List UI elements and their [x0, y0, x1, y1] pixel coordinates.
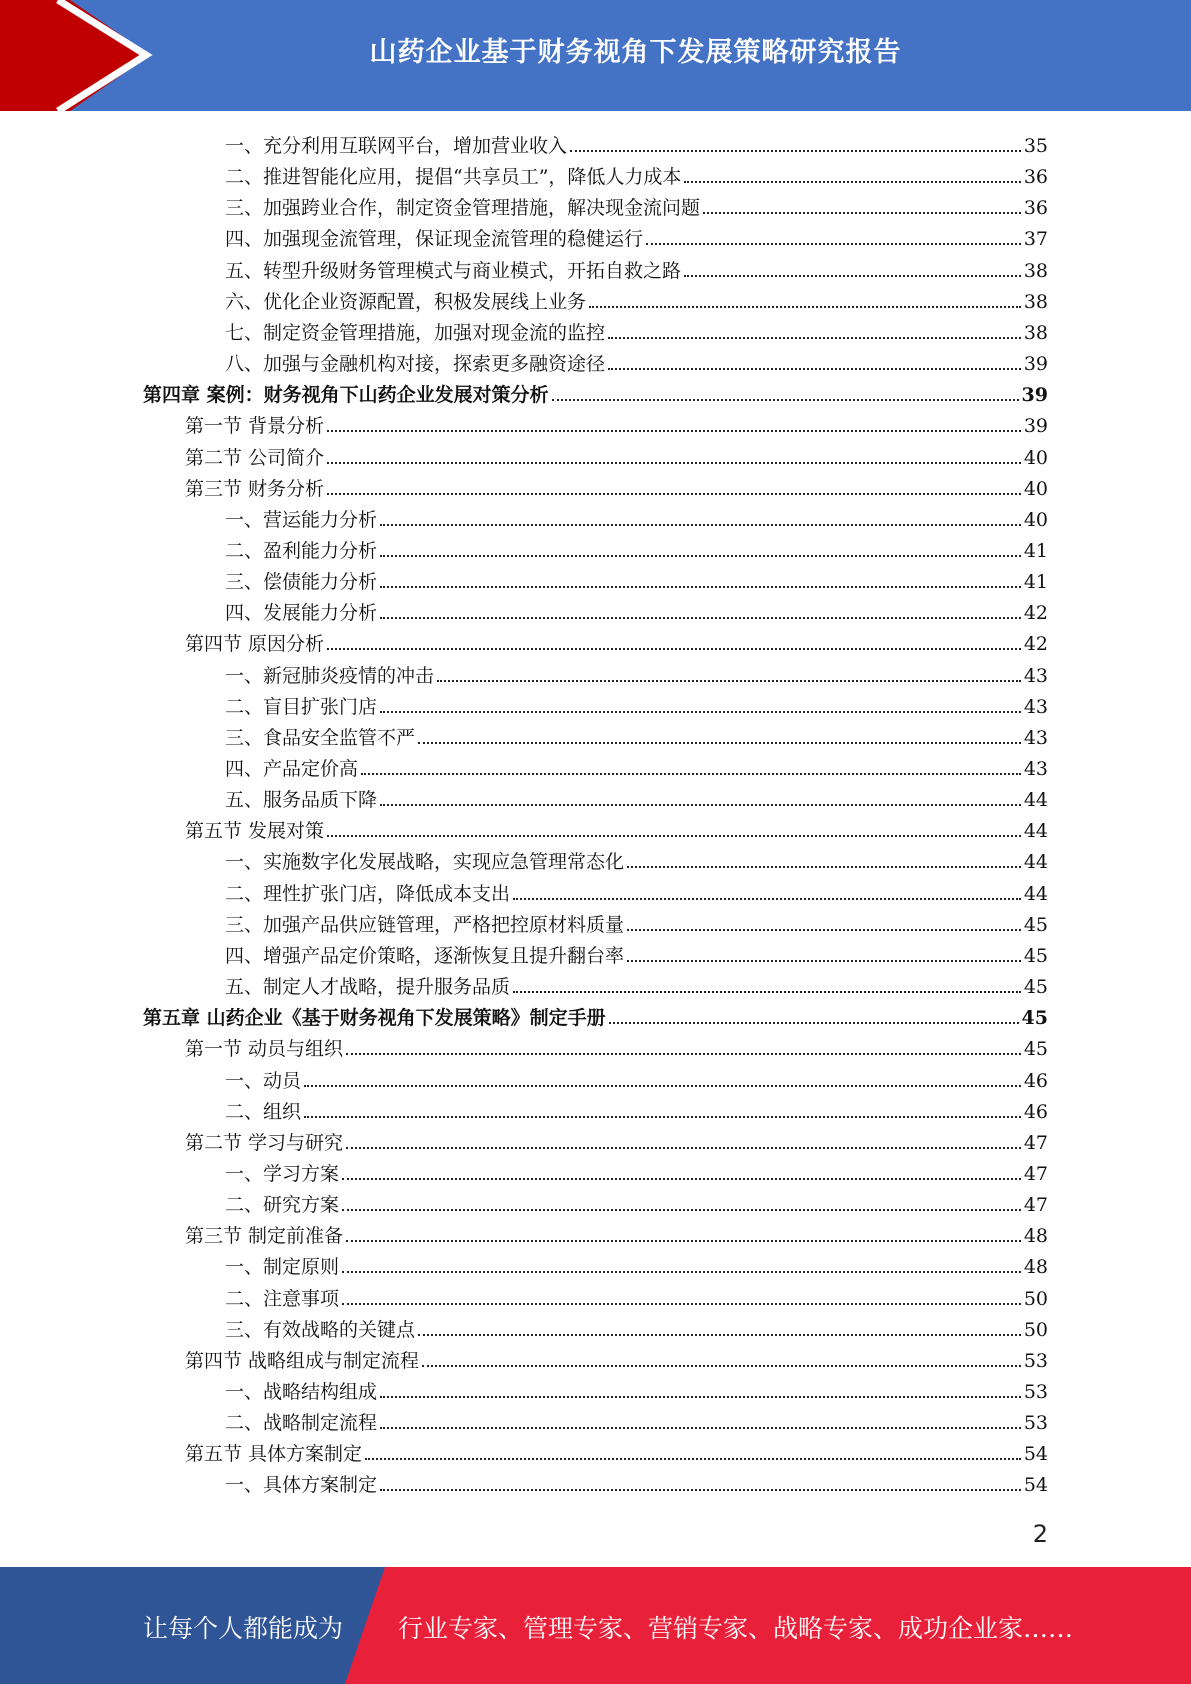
toc-dot-leader [346, 1240, 1021, 1242]
toc-entry[interactable] [225, 719, 1048, 750]
toc-dot-leader [342, 1303, 1021, 1305]
toc-dot-leader [627, 929, 1021, 931]
toc-entry-title: 三、有效战略的关键点 [225, 1318, 416, 1341]
toc-entry-page: 50 [1023, 1318, 1048, 1341]
toc-entry[interactable] [225, 1404, 1048, 1435]
toc-entry-title: 五、转型升级财务管理模式与商业模式，开拓自救之路 [225, 259, 682, 282]
toc-dot-leader [327, 430, 1021, 432]
toc-entry-page: 43 [1023, 726, 1048, 749]
toc-dot-leader [684, 275, 1021, 277]
toc-entry-title: 八、加强与金融机构对接，探索更多融资途径 [225, 353, 606, 376]
page-footer [0, 1567, 1191, 1684]
toc-entry-title: 三、加强跨业合作，制定资金管理措施，解决现金流问题 [225, 197, 701, 220]
toc-entry-page: 53 [1023, 1381, 1048, 1403]
toc-dot-leader [627, 960, 1021, 962]
toc-dot-leader [418, 742, 1021, 744]
toc-dot-leader [346, 1147, 1021, 1149]
toc-entry[interactable] [225, 657, 1048, 688]
toc-entry-page: 40 [1023, 446, 1048, 469]
toc-dot-leader [703, 212, 1021, 214]
toc-entry-title: 第四节 战略组成与制定流程 [185, 1349, 420, 1372]
toc-dot-leader [437, 680, 1021, 682]
toc-entry-page: 39 [1021, 384, 1048, 407]
toc-entry[interactable] [225, 1280, 1048, 1311]
toc-entry[interactable] [185, 812, 1048, 843]
toc-dot-leader [627, 866, 1021, 868]
toc-dot-leader [304, 1085, 1021, 1087]
toc-entry-page: 44 [1023, 820, 1048, 843]
toc-dot-leader [380, 1396, 1021, 1398]
toc-entry-title: 第二节 学习与研究 [185, 1131, 344, 1154]
toc-entry-page: 37 [1023, 228, 1048, 251]
toc-entry-title: 一、具体方案制定 [225, 1474, 378, 1497]
toc-entry[interactable] [143, 376, 1048, 407]
toc-entry-title: 一、动员 [225, 1069, 302, 1092]
toc-entry[interactable] [185, 1342, 1048, 1373]
toc-entry[interactable] [185, 470, 1048, 501]
toc-entry[interactable] [225, 314, 1048, 345]
toc-entry-page: 38 [1023, 259, 1048, 282]
toc-entry-title: 第四章 案例：财务视角下山药企业发展对策分析 [143, 384, 549, 407]
toc-dot-leader [327, 493, 1021, 495]
toc-entry[interactable] [225, 127, 1048, 158]
toc-entry-title: 二、盈利能力分析 [225, 539, 378, 562]
toc-entry[interactable] [225, 1248, 1048, 1279]
toc-entry[interactable] [185, 1217, 1048, 1248]
toc-entry-page: 36 [1023, 166, 1048, 189]
toc-entry-title: 三、食品安全监管不严 [225, 726, 416, 749]
toc-entry[interactable] [225, 1311, 1048, 1342]
toc-entry-title: 四、产品定价高 [225, 758, 359, 780]
toc-entry-title: 五、制定人才战略，提升服务品质 [225, 976, 511, 999]
page-number: 2 [1032, 1520, 1048, 1548]
toc-entry[interactable] [225, 252, 1048, 283]
toc-entry-page: 44 [1023, 851, 1048, 874]
toc-entry[interactable] [225, 189, 1048, 220]
toc-dot-leader [570, 150, 1021, 152]
toc-entry-title: 二、组织 [225, 1100, 302, 1123]
toc-entry[interactable] [225, 1093, 1048, 1124]
toc-entry[interactable] [143, 999, 1048, 1030]
toc-entry-page: 38 [1023, 321, 1048, 344]
toc-entry-title: 三、偿债能力分析 [225, 571, 378, 594]
toc-entry-title: 二、研究方案 [225, 1194, 340, 1217]
toc-dot-leader [608, 368, 1021, 370]
toc-entry[interactable] [225, 781, 1048, 812]
toc-entry[interactable] [225, 1062, 1048, 1093]
toc-dot-leader [380, 804, 1021, 806]
toc-entry-page: 43 [1023, 664, 1048, 687]
toc-entry-title: 二、推进智能化应用，提倡“共享员工”，降低人力成本 [225, 166, 682, 189]
toc-entry[interactable] [225, 750, 1048, 781]
toc-entry-page: 53 [1023, 1412, 1048, 1435]
toc-entry[interactable] [225, 1466, 1048, 1497]
toc-entry[interactable] [225, 283, 1048, 314]
toc-entry-title: 第三节 制定前准备 [185, 1225, 344, 1248]
toc-entry[interactable] [225, 501, 1048, 532]
toc-entry[interactable] [225, 1155, 1048, 1186]
toc-entry-title: 第二节 公司简介 [185, 446, 325, 469]
toc-entry[interactable] [185, 1124, 1048, 1155]
footer-slogan-right: 行业专家、管理专家、营销专家、战略专家、成功企业家…… [398, 1614, 1074, 1643]
toc-entry-title: 一、学习方案 [225, 1162, 340, 1185]
toc-entry-title: 第五节 具体方案制定 [185, 1443, 363, 1466]
toc-entry[interactable] [225, 158, 1048, 189]
toc-entry-page: 41 [1023, 539, 1048, 562]
toc-entry-page: 41 [1023, 571, 1048, 594]
toc-entry[interactable] [225, 1373, 1048, 1404]
toc-entry-title: 一、营运能力分析 [225, 508, 378, 531]
toc-dot-leader [365, 1458, 1021, 1460]
toc-dot-leader [380, 1489, 1021, 1491]
toc-entry-page: 46 [1023, 1069, 1048, 1092]
toc-dot-leader [380, 617, 1021, 619]
toc-entry-page: 45 [1023, 976, 1048, 999]
toc-entry-page: 45 [1023, 1038, 1048, 1061]
toc-entry[interactable] [225, 1186, 1048, 1217]
toc-dot-leader [589, 306, 1021, 308]
toc-dot-leader [304, 1116, 1021, 1118]
toc-entry[interactable] [185, 1435, 1048, 1466]
toc-entry-title: 一、战略结构组成 [225, 1381, 378, 1403]
toc-dot-leader [380, 586, 1021, 588]
toc-entry[interactable] [225, 688, 1048, 719]
header-title: 山药企业基于财务视角下发展策略研究报告 [369, 37, 902, 68]
toc-dot-leader [346, 1053, 1021, 1055]
toc-entry-page: 47 [1023, 1131, 1048, 1154]
toc-entry-title: 第五章 山药企业《基于财务视角下发展策略》制定手册 [143, 1007, 606, 1030]
toc-entry-page: 40 [1023, 477, 1048, 500]
toc-entry-title: 第一节 动员与组织 [185, 1038, 344, 1061]
toc-entry[interactable] [225, 345, 1048, 376]
toc-entry[interactable] [185, 1030, 1048, 1061]
toc-entry-title: 二、战略制定流程 [225, 1412, 378, 1435]
toc-dot-leader [608, 337, 1021, 339]
toc-entry-page: 50 [1023, 1287, 1048, 1310]
toc-dot-leader [327, 648, 1021, 650]
toc-entry-page: 39 [1023, 353, 1048, 376]
toc-entry-page: 45 [1023, 944, 1048, 967]
toc-dot-leader [609, 1022, 1019, 1024]
toc-entry-page: 43 [1023, 758, 1048, 780]
toc-entry-title: 一、制定原则 [225, 1256, 340, 1279]
page-header [0, 0, 1191, 111]
toc-dot-leader [327, 835, 1021, 837]
toc-entry-page: 40 [1023, 508, 1048, 531]
toc-entry[interactable] [225, 937, 1048, 968]
toc-entry[interactable] [225, 532, 1048, 563]
toc-entry-page: 48 [1023, 1256, 1048, 1279]
toc-entry-page: 42 [1023, 602, 1048, 625]
toc-entry-page: 44 [1023, 789, 1048, 812]
footer-slogan-left: 让每个人都能成为 [143, 1614, 344, 1643]
toc-dot-leader [342, 1271, 1021, 1273]
toc-entry-page: 44 [1023, 882, 1048, 905]
toc-entry-title: 第四节 原因分析 [185, 633, 325, 656]
toc-entry-page: 45 [1021, 1007, 1048, 1030]
toc-dot-leader [513, 991, 1021, 993]
toc-entry[interactable] [225, 875, 1048, 906]
toc-entry-page: 42 [1023, 633, 1048, 656]
toc-dot-leader [380, 711, 1021, 713]
toc-entry-title: 三、加强产品供应链管理，严格把控原材料质量 [225, 913, 625, 936]
toc-entry[interactable] [225, 563, 1048, 594]
toc-entry-page: 38 [1023, 290, 1048, 313]
toc-entry-page: 39 [1023, 415, 1048, 438]
toc-entry-title: 第三节 财务分析 [185, 477, 325, 500]
toc-dot-leader [646, 243, 1021, 245]
toc-entry[interactable] [225, 843, 1048, 874]
toc-entry-title: 第五节 发展对策 [185, 820, 325, 843]
toc-entry[interactable] [225, 594, 1048, 625]
toc-entry-title: 五、服务品质下降 [225, 789, 378, 812]
toc-entry[interactable] [185, 439, 1048, 470]
toc-dot-leader [513, 898, 1021, 900]
toc-dot-leader [342, 1178, 1021, 1180]
toc-entry-page: 53 [1023, 1349, 1048, 1372]
toc-entry-title: 四、发展能力分析 [225, 602, 378, 625]
toc-entry[interactable] [225, 906, 1048, 937]
toc-dot-leader [361, 773, 1021, 775]
toc-dot-leader [418, 1334, 1021, 1336]
toc-dot-leader [422, 1365, 1021, 1367]
toc-dot-leader [380, 555, 1021, 557]
toc-entry-title: 一、实施数字化发展战略，实现应急管理常态化 [225, 851, 625, 874]
toc-entry[interactable] [225, 220, 1048, 251]
toc-entry-page: 36 [1023, 197, 1048, 220]
toc-entry[interactable] [185, 625, 1048, 656]
toc-entry-title: 四、加强现金流管理，保证现金流管理的稳健运行 [225, 228, 644, 251]
toc-entry-title: 二、盲目扩张门店 [225, 695, 378, 718]
toc-entry-title: 二、理性扩张门店，降低成本支出 [225, 882, 511, 905]
toc-entry-page: 48 [1023, 1225, 1048, 1248]
toc-entry-page: 45 [1023, 913, 1048, 936]
toc-dot-leader [327, 462, 1021, 464]
toc-entry-title: 六、优化企业资源配置，积极发展线上业务 [225, 290, 587, 313]
toc-entry[interactable] [185, 407, 1048, 438]
toc-entry-page: 54 [1023, 1474, 1048, 1497]
toc-dot-leader [342, 1209, 1021, 1211]
toc-entry-title: 第一节 背景分析 [185, 415, 325, 438]
toc-entry-page: 35 [1023, 135, 1048, 157]
toc-entry-title: 四、增强产品定价策略，逐渐恢复且提升翻台率 [225, 944, 625, 967]
toc-entry-page: 46 [1023, 1100, 1048, 1123]
toc-entry-title: 七、制定资金管理措施，加强对现金流的监控 [225, 321, 606, 344]
toc-entry-page: 47 [1023, 1194, 1048, 1217]
toc-dot-leader [380, 524, 1021, 526]
toc-dot-leader [552, 399, 1019, 401]
toc-entry-title: 二、注意事项 [225, 1287, 340, 1310]
toc-entry[interactable] [225, 968, 1048, 999]
toc-entry-title: 一、新冠肺炎疫情的冲击 [225, 664, 435, 687]
toc-entry-title: 一、充分利用互联网平台，增加营业收入 [225, 135, 568, 157]
toc-dot-leader [684, 181, 1020, 183]
toc-entry-page: 54 [1023, 1443, 1048, 1466]
toc-entry-page: 43 [1023, 695, 1048, 718]
toc-dot-leader [380, 1427, 1021, 1429]
toc-entry-page: 47 [1023, 1162, 1048, 1185]
